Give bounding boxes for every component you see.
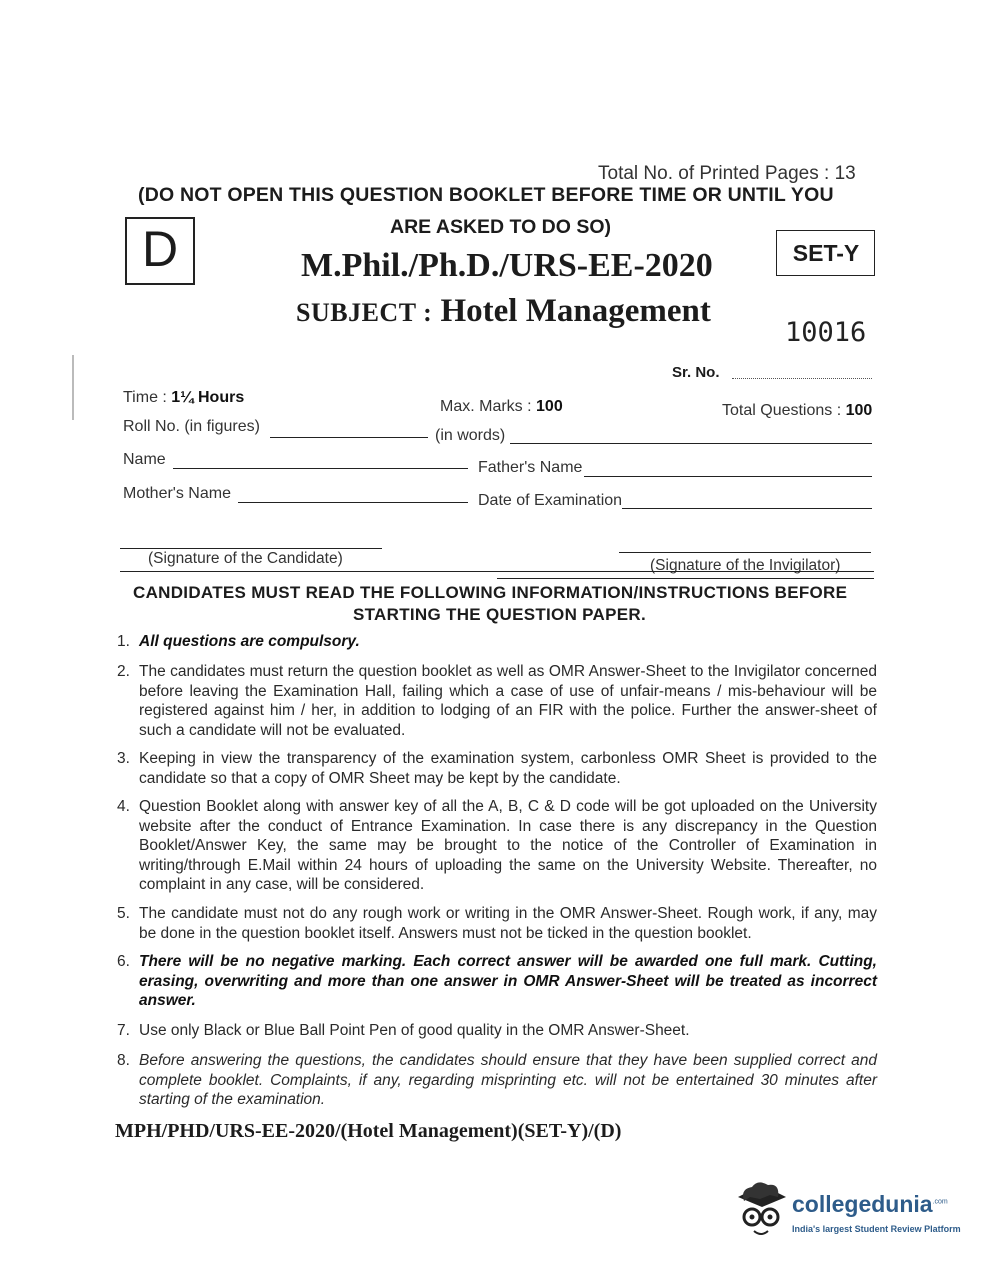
total-questions-field [722,402,872,420]
subject-name: Hotel Management [440,293,711,329]
name-input[interactable] [173,468,468,469]
instruction-text: Before answering the questions, the candidates should ensure that they have been supplied correct and complete booklet. Complaints, if any, regarding misprinting etc. will not be entertained 30 minutes after starting of the examination. [139,1052,877,1108]
roll-words-label: (in words) [435,427,506,444]
subject-line [296,293,711,330]
instruction-number: 6. [117,953,130,970]
instruction-item [117,797,877,895]
instruction-item [117,749,877,788]
instructions-heading-1: CANDIDATES MUST READ THE FOLLOWING INFORMATION/INSTRUCTIONS BEFORE [133,583,848,602]
margin-mark [72,355,74,420]
sr-no-label: Sr. No. [672,364,720,381]
exam-title: M.Phil./Ph.D./URS-EE-2020 [301,247,713,284]
instruction-item [117,662,877,740]
time-field [123,389,244,407]
sr-no-field[interactable] [732,378,872,379]
instruction-text: The candidates must return the question booklet as well as OMR Answer-Sheet to the Invigilator concerned before leaving the Examination Hall, failing which a case of use of unfair-means / mis-behaviour will be registered against him / her, in addition to lodging of an FIR with the police. Further the answer-sheet of such a candidate will not be evaluated. [139,663,877,739]
notice-line-1: (DO NOT OPEN THIS QUESTION BOOKLET BEFORE TIME OR UNTIL YOU [138,184,834,206]
candidate-signature-line[interactable] [120,548,382,549]
student-mascot-icon [730,1175,792,1245]
total-questions-value: 100 [845,402,873,419]
date-of-exam-input[interactable] [622,508,872,509]
watermark-brand [792,1191,948,1218]
divider [120,571,874,572]
watermark-tagline: India's largest Student Review Platform [792,1224,961,1234]
instruction-text: Use only Black or Blue Ball Point Pen of good quality in the OMR Answer-Sheet. [139,1022,690,1039]
time-label: Time : [123,389,172,406]
subject-label: SUBJECT : [296,298,433,327]
instruction-number: 5. [117,905,130,922]
max-marks-value: 100 [536,398,563,415]
max-marks-field [440,398,563,416]
time-value: 1¼ Hours [171,389,245,406]
invigilator-signature-line[interactable] [619,552,871,553]
instruction-item [117,1021,877,1041]
instructions-heading-2: STARTING THE QUESTION PAPER. [353,605,647,624]
set-label: SET-Y [792,240,860,266]
mother-name-label: Mother's Name [123,485,231,502]
instruction-number: 8. [117,1052,130,1069]
father-name-input[interactable] [584,476,872,477]
instruction-text: All questions are compulsory. [139,633,360,650]
max-marks-label: Max. Marks : [440,398,537,415]
invigilator-signature-label: (Signature of the Invigilator) [650,557,841,574]
instruction-item [117,1051,877,1110]
instruction-text: Question Booklet along with answer key of all the A, B, C & D code will be got uploaded on the University website after the conduct of Entrance Examination. In case there is any discrepancy in the Question Booklet/Answer Key, the same may be brought to the notice of the Controller of Examination in writing/through E.Mail within 24 hours of uploading the same on the University Website. Thereafter, no complaint in any case, will be considered. [139,798,877,893]
roll-words-input[interactable] [510,443,872,444]
paper-code-footer: MPH/PHD/URS-EE-2020/(Hotel Management)(SET-Y)/(D) [115,1120,622,1142]
mother-name-input[interactable] [238,502,468,503]
father-name-label: Father's Name [478,459,583,476]
instruction-text: The candidate must not do any rough work or writing in the OMR Answer-Sheet. Rough work, if any, may be done in the question booklet itself. Answers must not be ticked in the question booklet. [139,905,877,942]
candidate-signature-label: (Signature of the Candidate) [148,550,343,567]
divider [497,578,874,579]
instruction-number: 4. [117,798,130,815]
watermark-brand-name: collegedunia [792,1191,933,1217]
serial-code: 10016 [785,317,867,348]
instruction-number: 7. [117,1022,130,1039]
roll-figures-label: Roll No. (in figures) [123,418,260,435]
total-pages: Total No. of Printed Pages : 13 [598,163,856,184]
instruction-text: There will be no negative marking. Each correct answer will be awarded one full mark. Cutting, erasing, overwriting and more than one answer in OMR Answer-Sheet will be treated as incorrect answer. [139,953,877,1009]
roll-figures-input[interactable] [270,437,428,438]
name-label: Name [123,451,166,468]
instruction-item [117,904,877,943]
instruction-item [117,952,877,1011]
instruction-number: 3. [117,750,130,767]
watermark-brand-suffix: .com [932,1198,948,1206]
instruction-text: Keeping in view the transparency of the examination system, carbonless OMR Sheet is provided to the candidate so that a copy of OMR Sheet may be kept by the candidate. [139,750,877,787]
total-questions-label: Total Questions : [722,402,846,419]
instruction-number: 2. [117,663,130,680]
date-of-exam-label: Date of Examination [478,492,623,509]
instruction-item [117,632,877,652]
instruction-number: 1. [117,633,130,650]
notice-line-2: ARE ASKED TO DO SO) [390,216,612,238]
booklet-code: D [141,221,179,277]
